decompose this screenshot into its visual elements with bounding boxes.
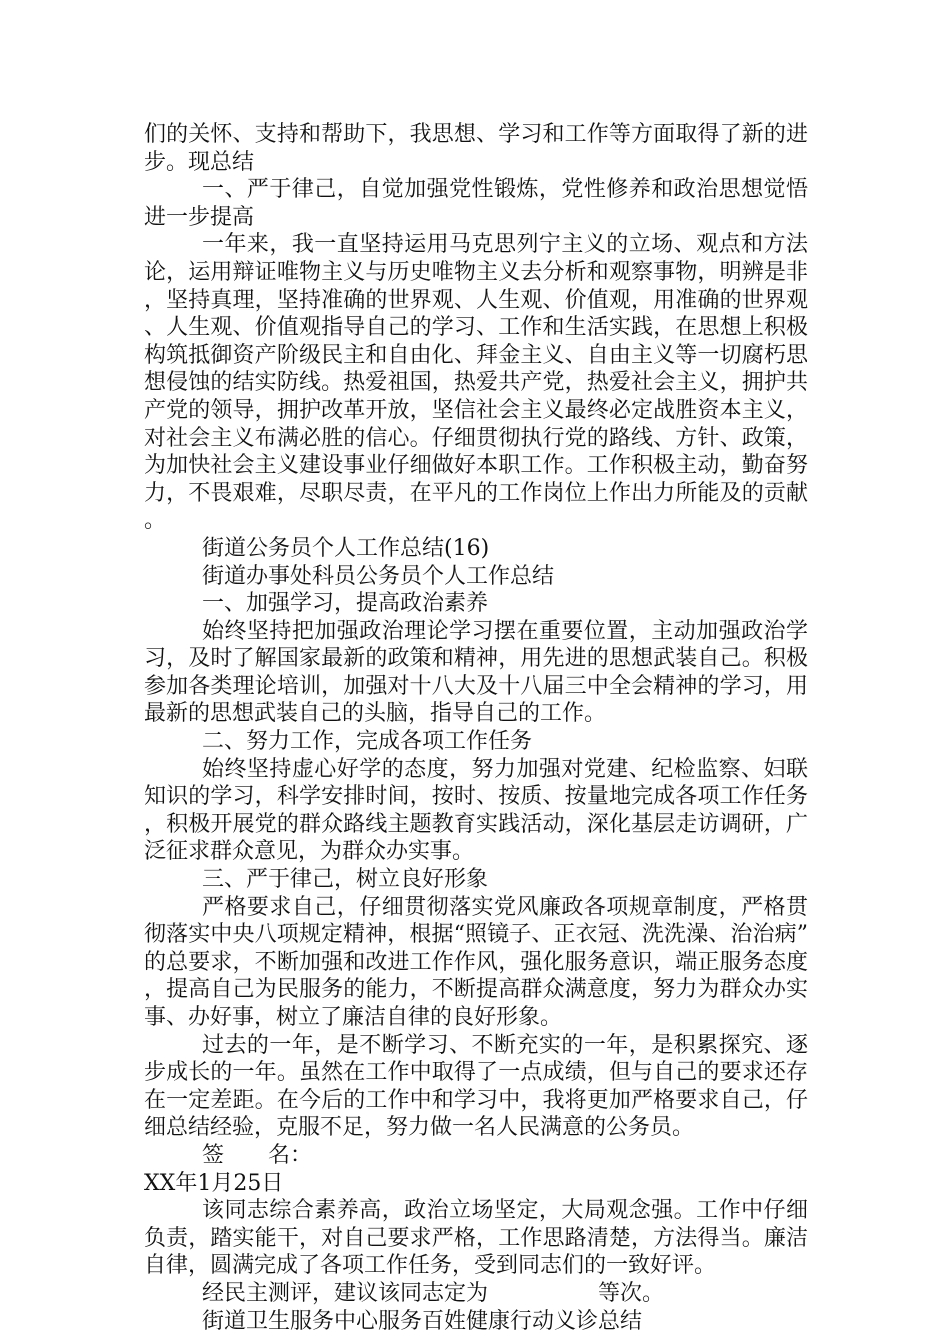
document-subtitle: 街道办事处科员公务员个人工作总结 [202,563,555,589]
evaluation-prefix: 经民主测评，建议该同志定为 [202,1280,489,1306]
section-heading-study: 一、加强学习，提高政治素养 [202,591,489,617]
evaluation-suffix: 等次。 [598,1280,665,1306]
date-line: XX年1月25日 [144,1170,284,1196]
paragraph-body: 始终坚持把加强政治理论学习摆在重要位置，主动加强政治学习，及时了解国家最新的政策和精神，用先进的思想武装自己。积极参加各类理论培训，加强对十八大及十八届三中全会精神的学习，用最新的思想武装自己的头脑，指导自己的工作。 [144,618,808,727]
paragraph-body: 严格要求自己，仔细贯彻落实党风廉政各项规章制度，严格贯彻落实中央八项规定精神，根据“照镜子、正衣冠、洗洗澡、治治病”的总要求，不断加强和改进工作作风，强化服务意识，端正服务态度，提高自己为民服务的能力，不断提高群众满意度，努力为群众办实事、办好事，树立了廉洁自律的良好形象。 [144,894,808,1030]
paragraph-summary: 过去的一年，是不断学习、不断充实的一年，是积累探究、逐步成长的一年。虽然在工作中取得了一点成绩，但与自己的要求还存在一定差距。在今后的工作中和学习中，我将更加严格要求自己，仔细总结经验，克服不足，努力做一名人民满意的公务员。 [144,1032,808,1141]
document-title: 街道公务员个人工作总结(16) [202,535,490,561]
document-page [144,121,808,1335]
section-heading-work: 二、努力工作，完成各项工作任务 [202,729,533,755]
section-heading-1: 一、严于律己，自觉加强党性锻炼，党性修养和政治思想觉悟进一步提高 [144,177,808,230]
closing-title: 街道卫生服务中心服务百姓健康行动义诊总结 [202,1308,643,1334]
paragraph-body: 一年来，我一直坚持运用马克思列宁主义的立场、观点和方法论，运用辩证唯物主义与历史唯物主义去分析和观察事物，明辨是非，坚持真理，坚持准确的世界观、人生观、价值观，用准确的世界观、人生观、价值观指导自己的学习、工作和生活实践，在思想上积极构筑抵御资产阶级民主和自由化、拜金主义、自由主义等一切腐朽思想侵蚀的结实防线。热爱祖国，热爱共产党，热爱社会主义，拥护共产党的领导，拥护改革开放，坚信社会主义最终必定战胜资本主义，对社会主义布满必胜的信心。仔细贯彻执行党的路线、方针、政策，为加快社会主义建设事业仔细做好本职工作。工作积极主动，勤奋努力，不畏艰难，尽职尽责，在平凡的工作岗位上作出力所能及的贡献。 [144,232,808,534]
evaluation-rating-line [144,1280,808,1308]
signature-line: 签 名： [202,1142,313,1168]
paragraph-continuation: 们的关怀、支持和帮助下，我思想、学习和工作等方面取得了新的进步。现总结 [144,122,808,175]
section-heading-discipline: 三、严于律己，树立良好形象 [202,867,489,893]
paragraph-body: 始终坚持虚心好学的态度，努力加强对党建、纪检监察、妇联知识的学习，科学安排时间，按时、按质、按量地完成各项工作任务，积极开展党的群众路线主题教育实践活动，深化基层走访调研，广泛征求群众意见，为群众办实事。 [144,756,808,865]
evaluation-comment: 该同志综合素养高，政治立场坚定，大局观念强。工作中仔细负责，踏实能干，对自己要求严格，工作思路清楚，方法得当。廉洁自律，圆满完成了各项工作任务，受到同志们的一致好评。 [144,1198,808,1279]
